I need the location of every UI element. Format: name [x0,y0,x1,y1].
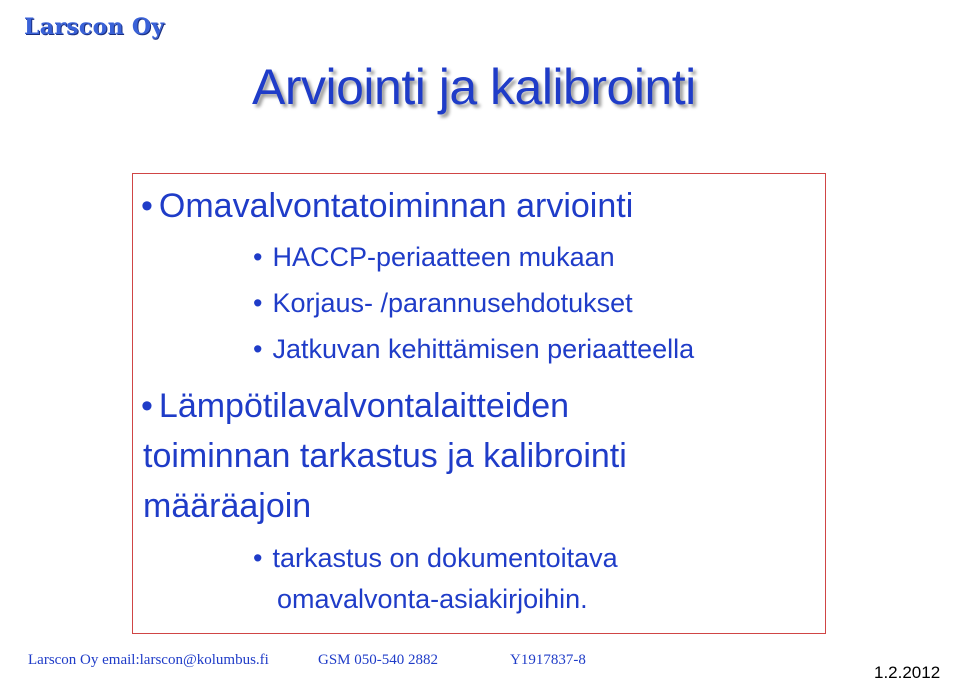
bullet-item-continuation: toiminnan tarkastus ja kalibrointi [143,437,627,475]
sub-bullet-text: Jatkuvan kehittämisen periaatteella [272,334,695,364]
bullet-symbol: • [253,288,263,318]
sub-bullet-item [253,242,615,273]
sub-bullet-text: HACCP-periaatteen mukaan [272,242,615,272]
footer-company-email: Larscon Oy email:larscon@kolumbus.fi [28,652,269,668]
bullet-item-text: Lämpötilavalvontalaitteiden [158,387,570,425]
slide-title: Arviointi ja kalibrointi [252,59,696,115]
bullet-item-evaluation [141,187,633,226]
bullet-item-continuation: määräajoin [143,487,312,525]
sub-bullet-text: tarkastus on dokumentoitava [272,543,618,573]
sub-bullet-item [253,334,694,365]
sub-bullet-continuation: omavalvonta-asiakirjoihin. [277,584,588,614]
footer-phone: GSM 050-540 2882 [318,652,439,668]
footer-business-id: Y1917837-8 [510,652,586,668]
bullet-item-calibration [141,387,569,426]
sub-bullet-text: Korjaus- /parannusehdotukset [272,288,633,318]
company-logo: Larscon Oy [24,14,165,40]
bullet-symbol: • [141,187,153,225]
bullet-symbol: • [141,387,153,425]
sub-bullet-item [253,288,633,319]
bullet-item-text: Omavalvontatoiminnan arviointi [158,187,634,225]
sub-bullet-item [253,543,618,574]
bullet-symbol: • [253,242,263,272]
bullet-symbol: • [253,543,263,573]
footer-date: 1.2.2012 [874,663,941,682]
bullet-symbol: • [253,334,263,364]
